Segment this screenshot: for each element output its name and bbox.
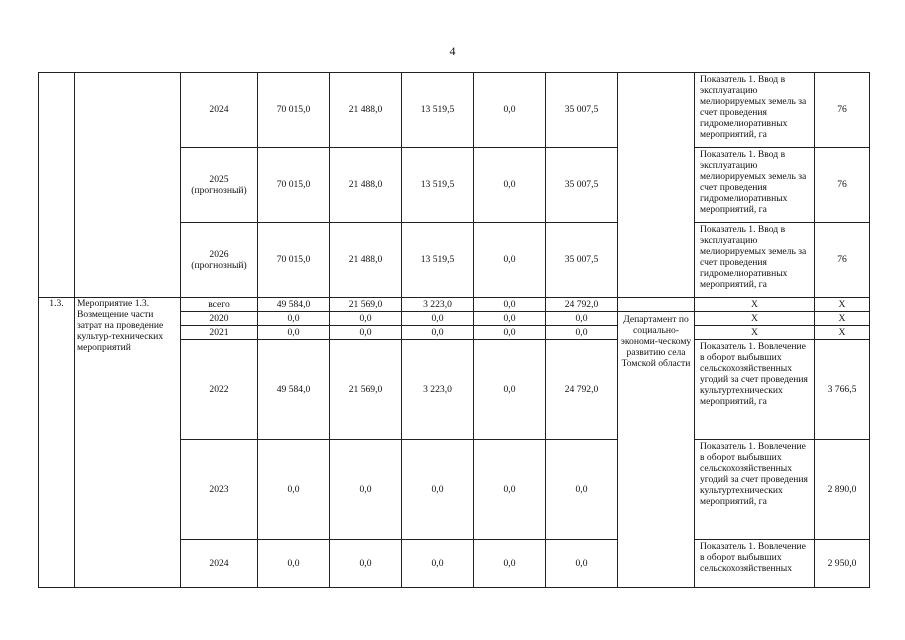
other-cell: 0,0 <box>546 326 618 340</box>
indicator-value-cell: X <box>815 298 870 312</box>
other-cell: 0,0 <box>546 540 618 588</box>
indicator-cell: Показатель 1. Вовлечение в оборот выбывших сельскохозяйственных угодий за счет проведения культуртехнических мероприятий, га <box>695 340 815 440</box>
other-cell: 0,0 <box>546 312 618 326</box>
year-cell: 2024 <box>181 73 258 148</box>
regional-cell: 0,0 <box>402 440 474 540</box>
federal-cell: 21 488,0 <box>330 148 402 223</box>
total-cell: 0,0 <box>258 540 330 588</box>
other-cell: 35 007,5 <box>546 148 618 223</box>
local-cell: 0,0 <box>474 73 546 148</box>
total-cell: 70 015,0 <box>258 223 330 298</box>
local-cell: 0,0 <box>474 340 546 440</box>
local-cell: 0,0 <box>474 223 546 298</box>
indicator-value-cell: 2 890,0 <box>815 440 870 540</box>
indicator-cell: X <box>695 298 815 312</box>
federal-cell: 0,0 <box>330 440 402 540</box>
year-cell: 2024 <box>181 540 258 588</box>
federal-cell: 0,0 <box>330 312 402 326</box>
number-cell <box>39 73 75 298</box>
measure-number: 1.3. <box>39 298 75 588</box>
local-cell: 0,0 <box>474 148 546 223</box>
year-cell: 2021 <box>181 326 258 340</box>
table-row <box>39 73 870 148</box>
other-cell: 0,0 <box>546 440 618 540</box>
year-cell: всего <box>181 298 258 312</box>
total-cell: 0,0 <box>258 326 330 340</box>
regional-cell: 3 223,0 <box>402 298 474 312</box>
year-cell: 2020 <box>181 312 258 326</box>
federal-cell: 21 569,0 <box>330 298 402 312</box>
local-cell: 0,0 <box>474 298 546 312</box>
federal-cell: 21 569,0 <box>330 340 402 440</box>
indicator-cell: X <box>695 312 815 326</box>
indicator-value-cell: X <box>815 312 870 326</box>
local-cell: 0,0 <box>474 312 546 326</box>
regional-cell: 0,0 <box>402 326 474 340</box>
regional-cell: 3 223,0 <box>402 340 474 440</box>
measure-name: Мероприятие 1.3. Возмещение части затрат на проведение культур-технических мероприятий <box>75 298 181 588</box>
indicator-cell: Показатель 1. Вовлечение в оборот выбывших сельскохозяйственных угодий за счет проведения культуртехнических мероприятий, га <box>695 440 815 540</box>
total-cell: 49 584,0 <box>258 340 330 440</box>
year-cell: 2022 <box>181 340 258 440</box>
other-cell: 24 792,0 <box>546 298 618 312</box>
indicator-value-cell: 76 <box>815 73 870 148</box>
total-cell: 49 584,0 <box>258 298 330 312</box>
executor-cell <box>618 73 695 298</box>
indicator-value-cell: 3 766,5 <box>815 340 870 440</box>
local-cell: 0,0 <box>474 440 546 540</box>
indicator-cell: Показатель 1. Ввод в эксплуатацию мелиорируемых земель за счет проведения гидромелиоративных мероприятий, га <box>695 148 815 223</box>
indicator-value-cell: 76 <box>815 223 870 298</box>
indicator-cell: Показатель 1. Ввод в эксплуатацию мелиорируемых земель за счет проведения гидромелиоративных мероприятий, га <box>695 73 815 148</box>
total-cell: 0,0 <box>258 312 330 326</box>
federal-cell: 0,0 <box>330 540 402 588</box>
indicator-value-cell: 2 950,0 <box>815 540 870 588</box>
table-row <box>39 298 870 312</box>
federal-cell: 21 488,0 <box>330 223 402 298</box>
year-cell: 2025 (прогнозный) <box>181 148 258 223</box>
regional-cell: 0,0 <box>402 312 474 326</box>
regional-cell: 13 519,5 <box>402 223 474 298</box>
indicator-cell: X <box>695 326 815 340</box>
year-cell: 2023 <box>181 440 258 540</box>
other-cell: 35 007,5 <box>546 223 618 298</box>
indicator-cell: Показатель 1. Вовлечение в оборот выбывших сельскохозяйственных <box>695 540 815 588</box>
executor-cell <box>618 298 695 312</box>
local-cell: 0,0 <box>474 326 546 340</box>
federal-cell: 0,0 <box>330 326 402 340</box>
name-cell <box>75 73 181 298</box>
total-cell: 70 015,0 <box>258 148 330 223</box>
federal-cell: 21 488,0 <box>330 73 402 148</box>
regional-cell: 0,0 <box>402 540 474 588</box>
indicator-value-cell: X <box>815 326 870 340</box>
indicator-cell: Показатель 1. Ввод в эксплуатацию мелиорируемых земель за счет проведения гидромелиоративных мероприятий, га <box>695 223 815 298</box>
regional-cell: 13 519,5 <box>402 73 474 148</box>
year-cell: 2026 (прогнозный) <box>181 223 258 298</box>
local-cell: 0,0 <box>474 540 546 588</box>
page-number: 4 <box>449 44 456 58</box>
other-cell: 24 792,0 <box>546 340 618 440</box>
indicator-value-cell: 76 <box>815 148 870 223</box>
total-cell: 70 015,0 <box>258 73 330 148</box>
total-cell: 0,0 <box>258 440 330 540</box>
regional-cell: 13 519,5 <box>402 148 474 223</box>
department-cell: Департамент по социально-экономи-ческому развитию села Томской области <box>618 312 695 588</box>
program-table <box>38 72 870 588</box>
other-cell: 35 007,5 <box>546 73 618 148</box>
